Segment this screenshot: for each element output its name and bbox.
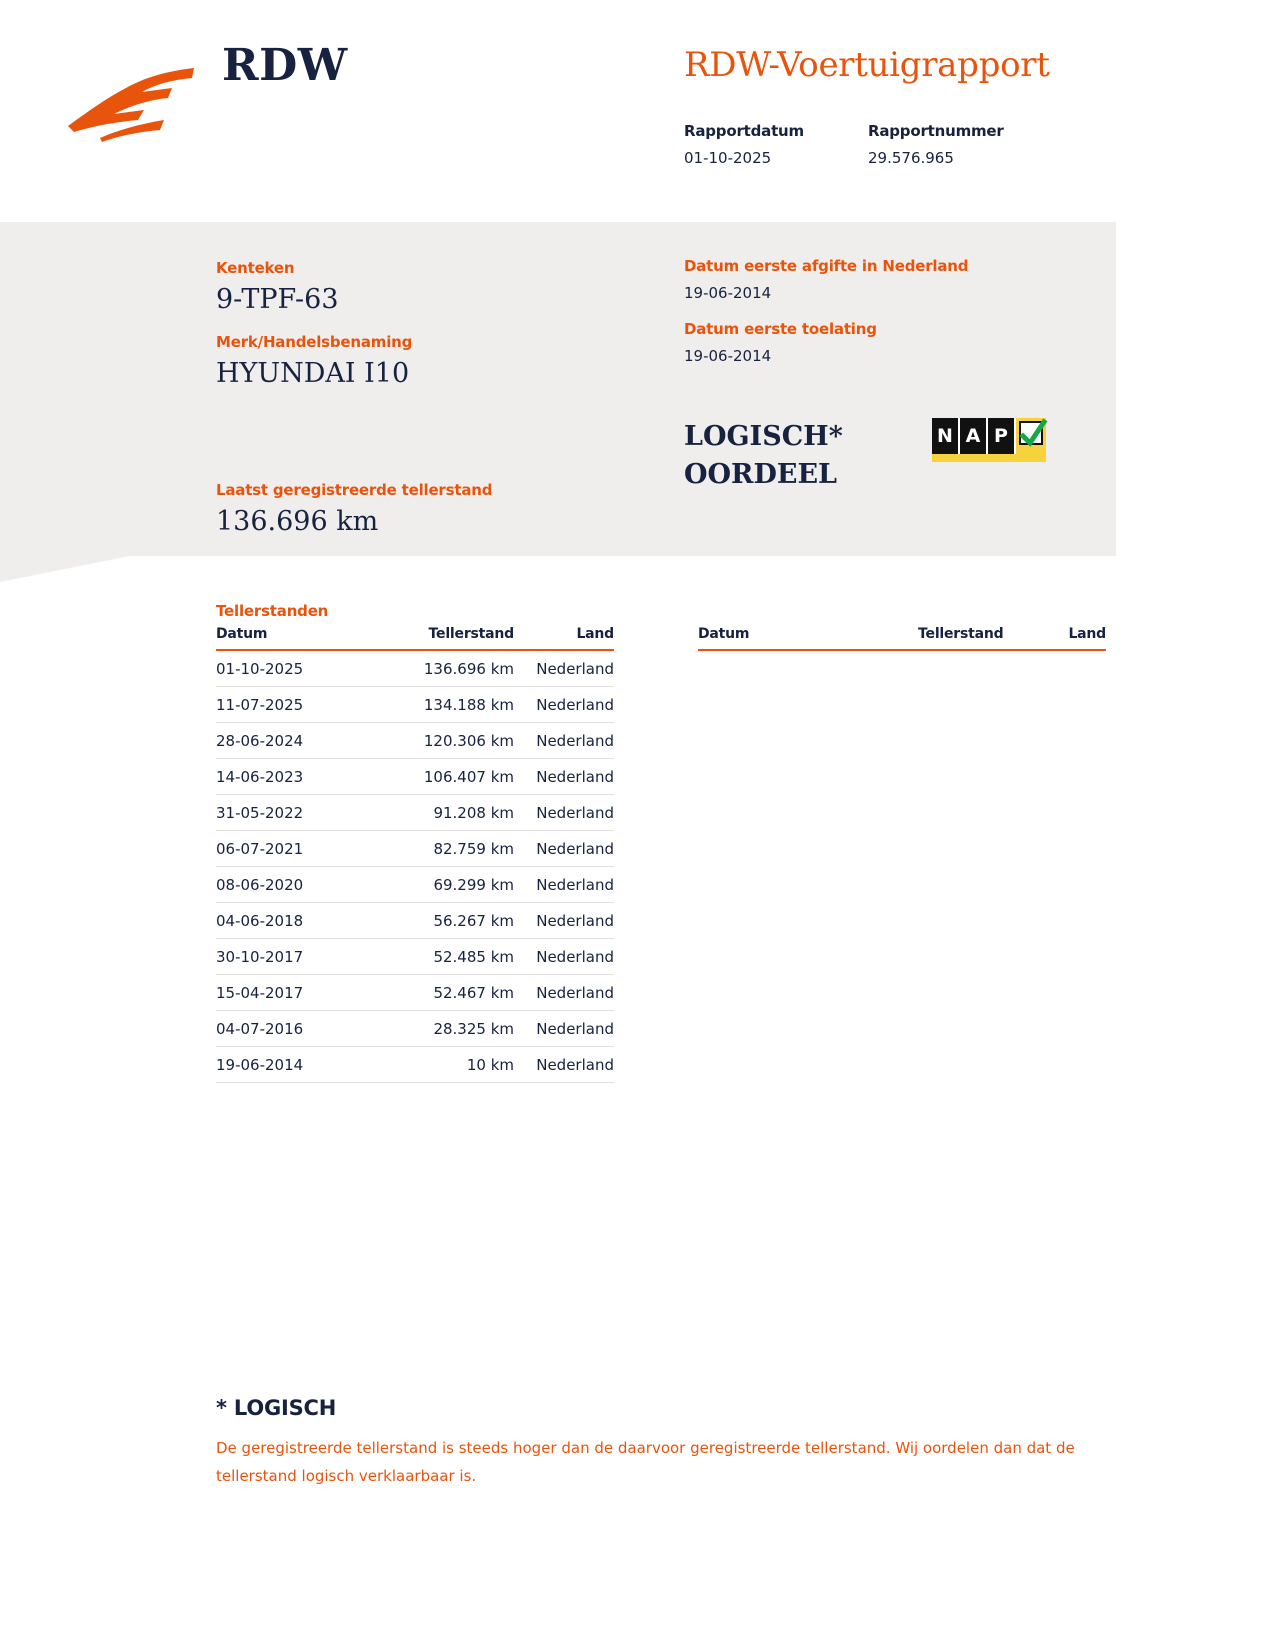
cell-odometer: 134.188 km xyxy=(384,687,514,723)
cell-odometer: 52.485 km xyxy=(384,939,514,975)
report-number-label: Rapportnummer xyxy=(868,122,1004,140)
table-row xyxy=(216,759,614,795)
vehicle-summary-panel xyxy=(0,222,1280,582)
column-header-odometer: Tellerstand xyxy=(870,626,1003,650)
licence-block xyxy=(216,259,412,315)
first-issue-value: 19-06-2014 xyxy=(684,284,772,302)
cell-date: 08-06-2020 xyxy=(216,867,384,903)
summary-left-column xyxy=(216,259,493,537)
rdw-arrow-logo-icon xyxy=(60,52,210,142)
report-date-block xyxy=(684,122,840,167)
nap-letter-a: A xyxy=(960,418,988,454)
cell-country: Nederland xyxy=(514,903,614,939)
cell-country: Nederland xyxy=(514,759,614,795)
table-row xyxy=(216,975,614,1011)
panel-notch-decoration xyxy=(0,556,130,582)
cell-date: 31-05-2022 xyxy=(216,795,384,831)
cell-country: Nederland xyxy=(514,650,614,687)
table-row xyxy=(216,687,614,723)
table-header-row xyxy=(698,626,1106,650)
brand-block xyxy=(216,333,412,389)
cell-odometer: 10 km xyxy=(384,1047,514,1083)
report-date-label: Rapportdatum xyxy=(684,122,804,140)
cell-date: 04-06-2018 xyxy=(216,903,384,939)
footnote-title: * LOGISCH xyxy=(216,1396,337,1420)
verdict-line-2: OORDEEL xyxy=(684,459,838,490)
cell-odometer: 56.267 km xyxy=(384,903,514,939)
nap-badge xyxy=(932,418,1046,454)
cell-date: 11-07-2025 xyxy=(216,687,384,723)
rdw-wordmark: RDW xyxy=(222,40,348,91)
nap-badge-underbar xyxy=(932,454,1046,462)
odometer-table-right xyxy=(698,626,1106,651)
table-row xyxy=(216,723,614,759)
odometer-value: 136.696 km xyxy=(216,506,379,537)
report-date-value: 01-10-2025 xyxy=(684,149,772,167)
cell-date: 04-07-2016 xyxy=(216,1011,384,1047)
first-issue-block xyxy=(684,257,968,302)
verdict-line-1: LOGISCH* xyxy=(684,421,843,452)
table-row xyxy=(216,939,614,975)
report-number-block xyxy=(868,122,1004,167)
report-header xyxy=(0,0,1280,222)
cell-odometer: 136.696 km xyxy=(384,650,514,687)
cell-country: Nederland xyxy=(514,687,614,723)
table-row xyxy=(216,867,614,903)
table-row xyxy=(216,903,614,939)
odometer-table-left xyxy=(216,626,614,1083)
cell-date: 15-04-2017 xyxy=(216,975,384,1011)
summary-right-column xyxy=(684,257,968,365)
first-admission-label: Datum eerste toelating xyxy=(684,320,877,338)
cell-odometer: 52.467 km xyxy=(384,975,514,1011)
first-admission-block xyxy=(684,320,968,365)
cell-country: Nederland xyxy=(514,723,614,759)
cell-country: Nederland xyxy=(514,975,614,1011)
brand-value: HYUNDAI I10 xyxy=(216,358,410,389)
cell-country: Nederland xyxy=(514,867,614,903)
licence-label: Kenteken xyxy=(216,259,295,277)
cell-country: Nederland xyxy=(514,1011,614,1047)
column-header-country: Land xyxy=(514,626,614,650)
cell-date: 28-06-2024 xyxy=(216,723,384,759)
table-title: Tellerstanden xyxy=(216,602,329,620)
cell-odometer: 82.759 km xyxy=(384,831,514,867)
first-issue-label: Datum eerste afgifte in Nederland xyxy=(684,257,969,275)
cell-date: 19-06-2014 xyxy=(216,1047,384,1083)
nap-letter-n: N xyxy=(932,418,960,454)
cell-country: Nederland xyxy=(514,1047,614,1083)
verdict-text xyxy=(684,418,843,494)
table-row xyxy=(216,1047,614,1083)
report-number-value: 29.576.965 xyxy=(868,149,954,167)
cell-date: 30-10-2017 xyxy=(216,939,384,975)
cell-date: 14-06-2023 xyxy=(216,759,384,795)
brand-label: Merk/Handelsbenaming xyxy=(216,333,413,351)
cell-odometer: 106.407 km xyxy=(384,759,514,795)
cell-date: 01-10-2025 xyxy=(216,650,384,687)
footnote-body: De geregistreerde tellerstand is steeds hoger dan de daarvoor geregistreerde tellerstand. Wij oordelen dan dat de tellerstand logisch verklaarbaar is. xyxy=(216,1439,1075,1485)
licence-value: 9-TPF-63 xyxy=(216,284,339,315)
cell-odometer: 28.325 km xyxy=(384,1011,514,1047)
cell-odometer: 91.208 km xyxy=(384,795,514,831)
table-row xyxy=(216,1011,614,1047)
report-meta xyxy=(684,122,1004,167)
column-header-date: Datum xyxy=(216,626,384,650)
nap-check-icon xyxy=(1016,418,1046,454)
cell-country: Nederland xyxy=(514,831,614,867)
odometer-label: Laatst geregistreerde tellerstand xyxy=(216,481,493,499)
odometer-block xyxy=(216,481,492,537)
page-title: RDW-Voertuigrapport xyxy=(684,45,1050,85)
table-row xyxy=(216,795,614,831)
cell-odometer: 120.306 km xyxy=(384,723,514,759)
column-header-date: Datum xyxy=(698,626,870,650)
table-row xyxy=(216,831,614,867)
cell-country: Nederland xyxy=(514,939,614,975)
column-header-odometer: Tellerstand xyxy=(384,626,514,650)
cell-date: 06-07-2021 xyxy=(216,831,384,867)
cell-country: Nederland xyxy=(514,795,614,831)
footnote xyxy=(216,1396,1136,1490)
cell-odometer: 69.299 km xyxy=(384,867,514,903)
table-row xyxy=(216,650,614,687)
column-header-country: Land xyxy=(1003,626,1106,650)
nap-letter-p: P xyxy=(988,418,1016,454)
table-header-row xyxy=(216,626,614,650)
first-admission-value: 19-06-2014 xyxy=(684,347,772,365)
